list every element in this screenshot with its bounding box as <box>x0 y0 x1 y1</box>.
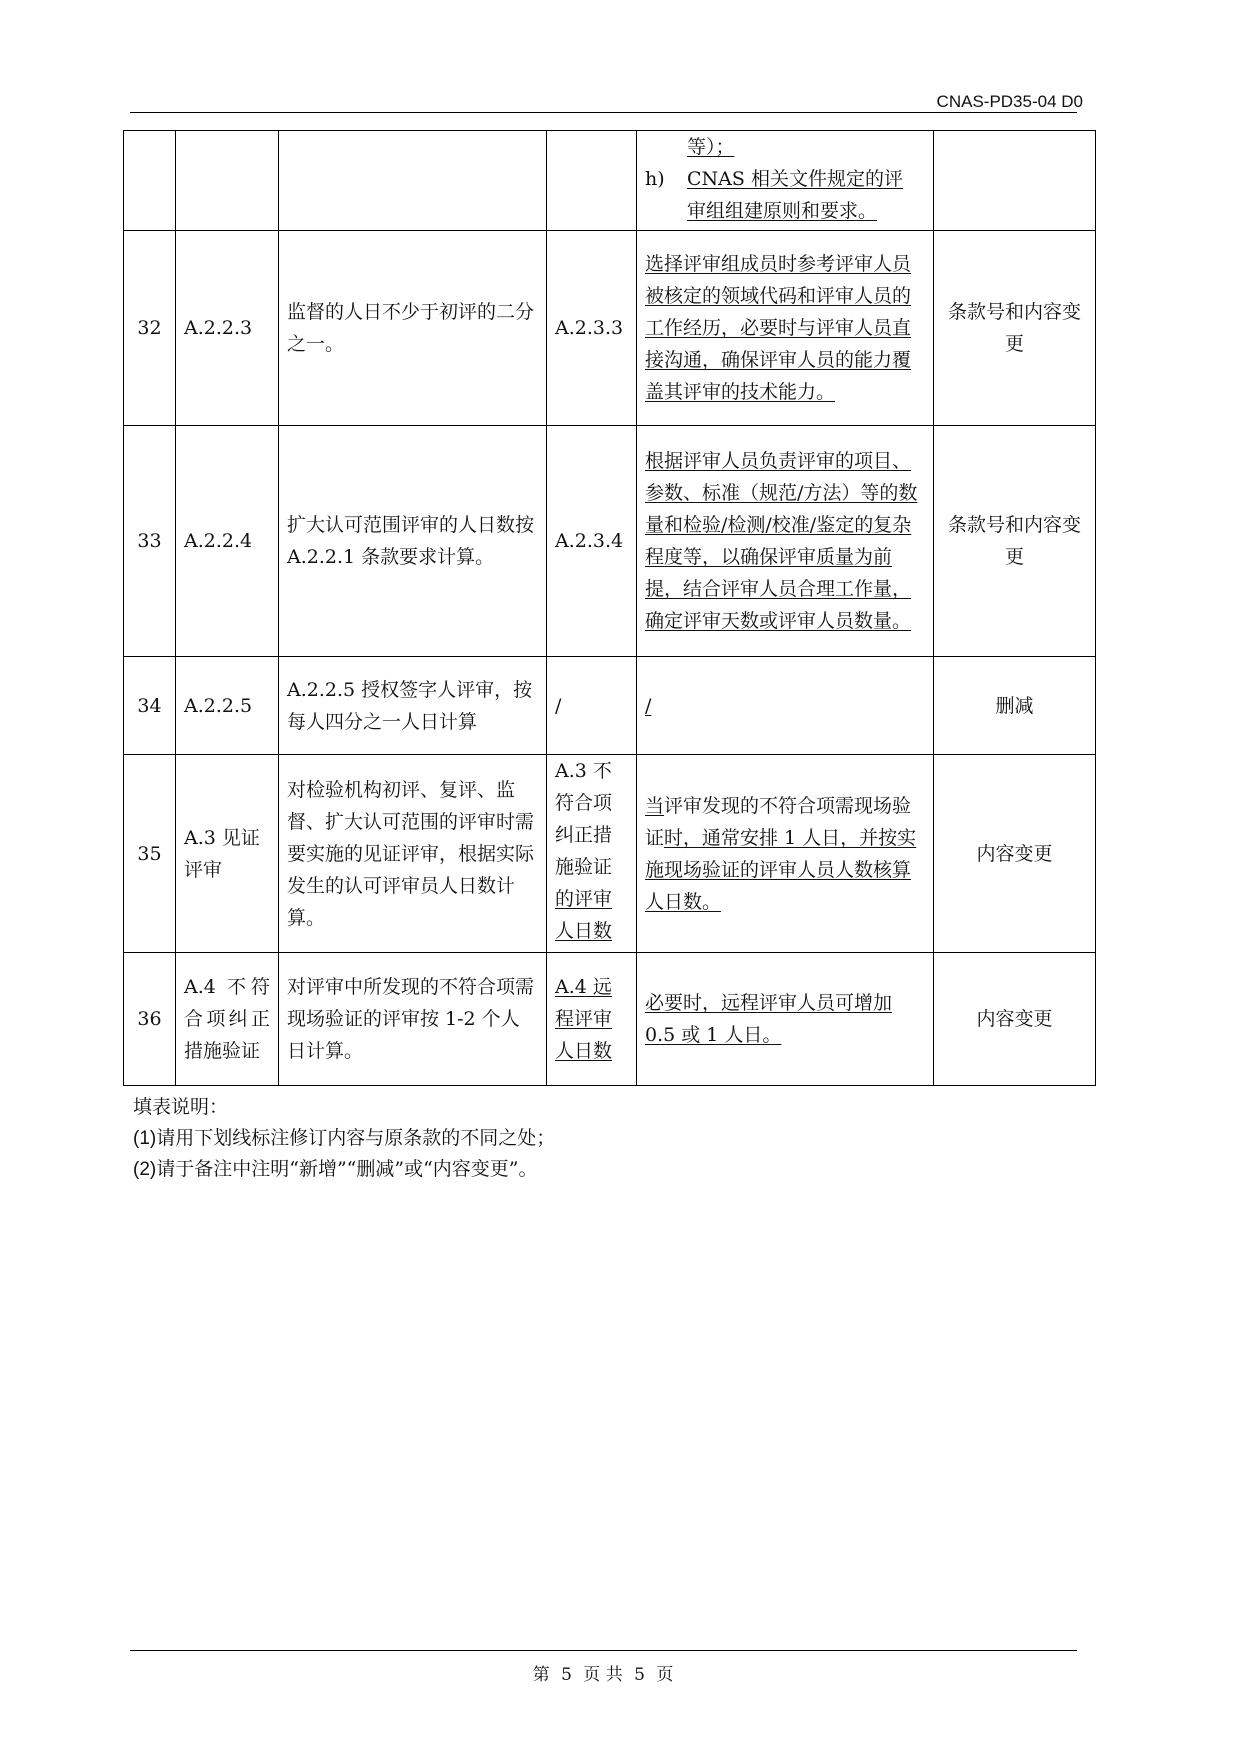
instruction-number: (1) <box>133 1128 157 1149</box>
new-content-text: / <box>645 694 652 717</box>
footer-middle: 页 共 <box>583 1665 623 1685</box>
table-row <box>124 657 1096 755</box>
new-clause-text: A.3 不符合项纠正措施验证 <box>555 760 613 878</box>
cell-note: 删减 <box>934 657 1096 755</box>
cell-orig-clause: A.2.2.3 <box>176 231 279 426</box>
cell-orig-clause: A.2.2.4 <box>176 426 279 657</box>
header-divider <box>130 112 1077 113</box>
cell-note: 内容变更 <box>934 755 1096 953</box>
cell-new-content <box>637 231 934 426</box>
instructions-title: 填表说明： <box>133 1096 229 1118</box>
instruction-text: 请用下划线标注修订内容与原条款的不同之处； <box>156 1127 556 1149</box>
cell-no: 34 <box>124 657 176 755</box>
cell-orig-content: 监督的人日不少于初评的二分之一。 <box>279 231 547 426</box>
cell-orig-clause: A.4 不符合项纠正措施验证 <box>176 953 279 1086</box>
cell-orig-content: A.2.2.5 授权签字人评审，按每人四分之一人日计算 <box>279 657 547 755</box>
instruction-item <box>133 1123 555 1154</box>
footer-divider <box>130 1650 1077 1651</box>
instruction-item <box>133 1154 555 1185</box>
table-row <box>124 953 1096 1086</box>
new-content-text: 选择评审组成员时参考评审人员被核定的领域代码和评审人员的工作经历，必要时与评审人员直接沟通，确保评审人员的能力覆盖其评审的技术能力。 <box>645 253 912 403</box>
cell-orig-content: 对评审中所发现的不符合项需现场验证的评审按 1-2 个人日计算。 <box>279 953 547 1086</box>
cell-note <box>934 131 1096 231</box>
footer-suffix: 页 <box>656 1665 674 1685</box>
cell-orig-content: 扩大认可范围评审的人日数按 A.2.2.1 条款要求计算。 <box>279 426 547 657</box>
continuation-line: 等）； <box>687 136 735 158</box>
cell-no: 32 <box>124 231 176 426</box>
cell-orig-clause: A.3 见证评审 <box>176 755 279 953</box>
cell-orig-clause: A.2.2.5 <box>176 657 279 755</box>
page-total: 5 <box>634 1665 645 1685</box>
cell-note: 内容变更 <box>934 953 1096 1086</box>
cell-new-clause: / <box>547 657 637 755</box>
cell-orig-clause <box>176 131 279 231</box>
cell-new-clause <box>547 953 637 1086</box>
form-instructions <box>133 1092 555 1185</box>
cell-orig-content: 对检验机构初评、复评、监督、扩大认可范围的评审时需要实施的见证评审，根据实际发生的认可评审员人日数计算。 <box>279 755 547 953</box>
cell-no: 33 <box>124 426 176 657</box>
footer-prefix: 第 <box>532 1665 550 1685</box>
table-row-continuation <box>124 131 1096 231</box>
cell-no: 36 <box>124 953 176 1086</box>
cell-orig-content <box>279 131 547 231</box>
new-content-part-c: 时，通常安排 1 人日，并按实施现场验证的评审人员人数核算人日数。 <box>645 826 917 913</box>
cell-new-clause <box>547 131 637 231</box>
cell-new-content <box>637 131 934 231</box>
instruction-number: (2) <box>133 1159 157 1180</box>
cell-note: 条款号和内容变更 <box>934 231 1096 426</box>
table-row <box>124 755 1096 953</box>
cell-new-clause <box>547 755 637 953</box>
new-content-part-a: 当 <box>645 794 665 817</box>
cell-no <box>124 131 176 231</box>
instruction-text: 请于备注中注明“新增”“删减”或“内容变更”。 <box>156 1158 538 1180</box>
table-row <box>124 426 1096 657</box>
cell-new-content <box>637 755 934 953</box>
table-row <box>124 231 1096 426</box>
list-item-h-line2: 审组组建原则和要求。 <box>687 200 878 222</box>
cell-new-content <box>637 426 934 657</box>
page-footer <box>0 1660 1206 1685</box>
cell-new-content <box>637 657 934 755</box>
new-content-part-b: 评审发现的不符合项需现场验证 <box>645 794 912 849</box>
page-number: 5 <box>561 1665 572 1685</box>
new-clause-text: A.4 远程评审人日数 <box>555 976 613 1062</box>
new-content-text: 必要时，远程评审人员可增加 0.5 或 1 人日。 <box>645 992 893 1046</box>
cell-new-content <box>637 953 934 1086</box>
cell-note: 条款号和内容变更 <box>934 426 1096 657</box>
list-item-h-line1: CNAS 相关文件规定的评 <box>687 168 903 190</box>
document-code: CNAS-PD35-04 D0 <box>936 92 1083 111</box>
revision-table <box>123 130 1096 1086</box>
cell-no: 35 <box>124 755 176 953</box>
new-content-text: 根据评审人员负责评审的项目、参数、标准（规范/方法）等的数量和检验/检测/校准/鉴定的复杂程度等，以确保评审质量为前提，结合评审人员合理工作量，确定评审天数或评审人员数量。 <box>645 450 918 632</box>
list-label-h: h) <box>645 168 665 190</box>
cell-new-clause: A.2.3.4 <box>547 426 637 657</box>
cell-new-clause: A.2.3.3 <box>547 231 637 426</box>
new-clause-underlined: 的评审人日数 <box>555 888 613 942</box>
